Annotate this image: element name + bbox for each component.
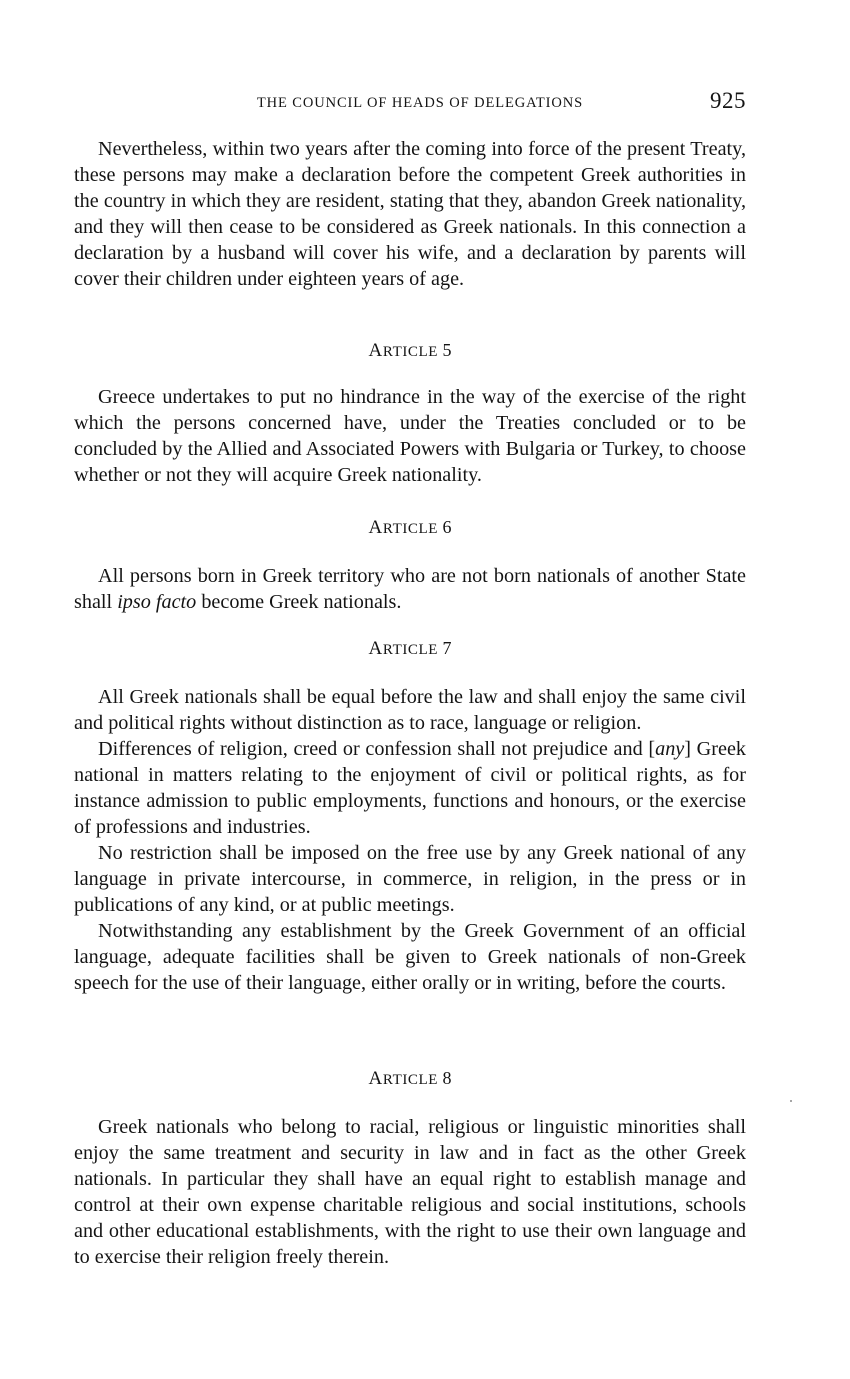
article-5-number: 5 [442, 340, 452, 360]
article-5-body [74, 384, 746, 488]
article-7-paragraph-2: Differences of religion, creed or confession shall not prejudice and [any] Greek national in matters relating to the enjoyment of civil or political rights, as for instance admission to public employments, functions and honours, or the exercise of professions and industries. [74, 738, 746, 838]
article-6-paragraph: All persons born in Greek territory who are not born nationals of another State shall ipso facto become Greek nationals. [74, 565, 746, 613]
article-7-heading: ARTICLE 7 [368, 638, 452, 659]
article-7-body [74, 684, 746, 996]
article-8-body [74, 1114, 746, 1270]
article-6-body [74, 563, 746, 615]
scan-speck [790, 1100, 792, 1102]
article-7-number: 7 [442, 638, 452, 658]
article-6-number: 6 [442, 517, 452, 537]
paragraph-nevertheless: Nevertheless, within two years after the coming into force of the present Treaty, these persons may make a declaration before the competent Greek authorities in the country in which they are resident, stating that they, abandon Greek nationality, and they will then cease to be considered as Greek nationals. In this connection a declaration by a husband will cover his wife, and a declaration by parents will cover their children under eighteen years of age. [74, 138, 746, 290]
article-8-number: 8 [442, 1068, 452, 1088]
article-7-paragraph-4: Notwithstanding any establishment by the Greek Government of an official language, adequate facilities shall be given to Greek nationals of non-Greek speech for the use of their language, either orally or in writing, before the courts. [74, 920, 746, 994]
italic-phrase: ipso facto [117, 591, 197, 613]
article-6-heading: ARTICLE 6 [368, 517, 452, 538]
article-8-heading: ARTICLE 8 [368, 1068, 452, 1089]
article-8-paragraph: Greek nationals who belong to racial, religious or linguistic minorities shall enjoy the same treatment and security in law and in fact as the other Greek nationals. In particular they shall have an equal right to establish manage and control at their own expense charitable religious and social institutions, schools and other educational establishments, with the right to use their own language and to exercise their religion freely therein. [74, 1116, 746, 1268]
article-7-paragraph-1: All Greek nationals shall be equal before the law and shall enjoy the same civil and political rights without distinction as to race, language or religion. [74, 686, 746, 734]
continuation-paragraph-block [74, 136, 746, 292]
running-title: THE COUNCIL OF HEADS OF DELEGATIONS [256, 95, 584, 111]
article-5-heading: ARTICLE 5 [368, 340, 452, 361]
italic-editorial-insertion: any [655, 738, 685, 760]
article-7-paragraph-3: No restriction shall be imposed on the free use by any Greek national of any language in private intercourse, in commerce, in religion, in the press or in publications of any kind, or at public meetings. [74, 842, 746, 916]
running-header [74, 88, 746, 118]
article-5-paragraph: Greece undertakes to put no hindrance in the way of the exercise of the right which the persons concerned have, under the Treaties concluded or to be concluded by the Allied and Associated Powers with Bulgaria or Turkey, to choose whether or not they will acquire Greek nationality. [74, 386, 746, 486]
page-number: 925 [710, 88, 746, 113]
